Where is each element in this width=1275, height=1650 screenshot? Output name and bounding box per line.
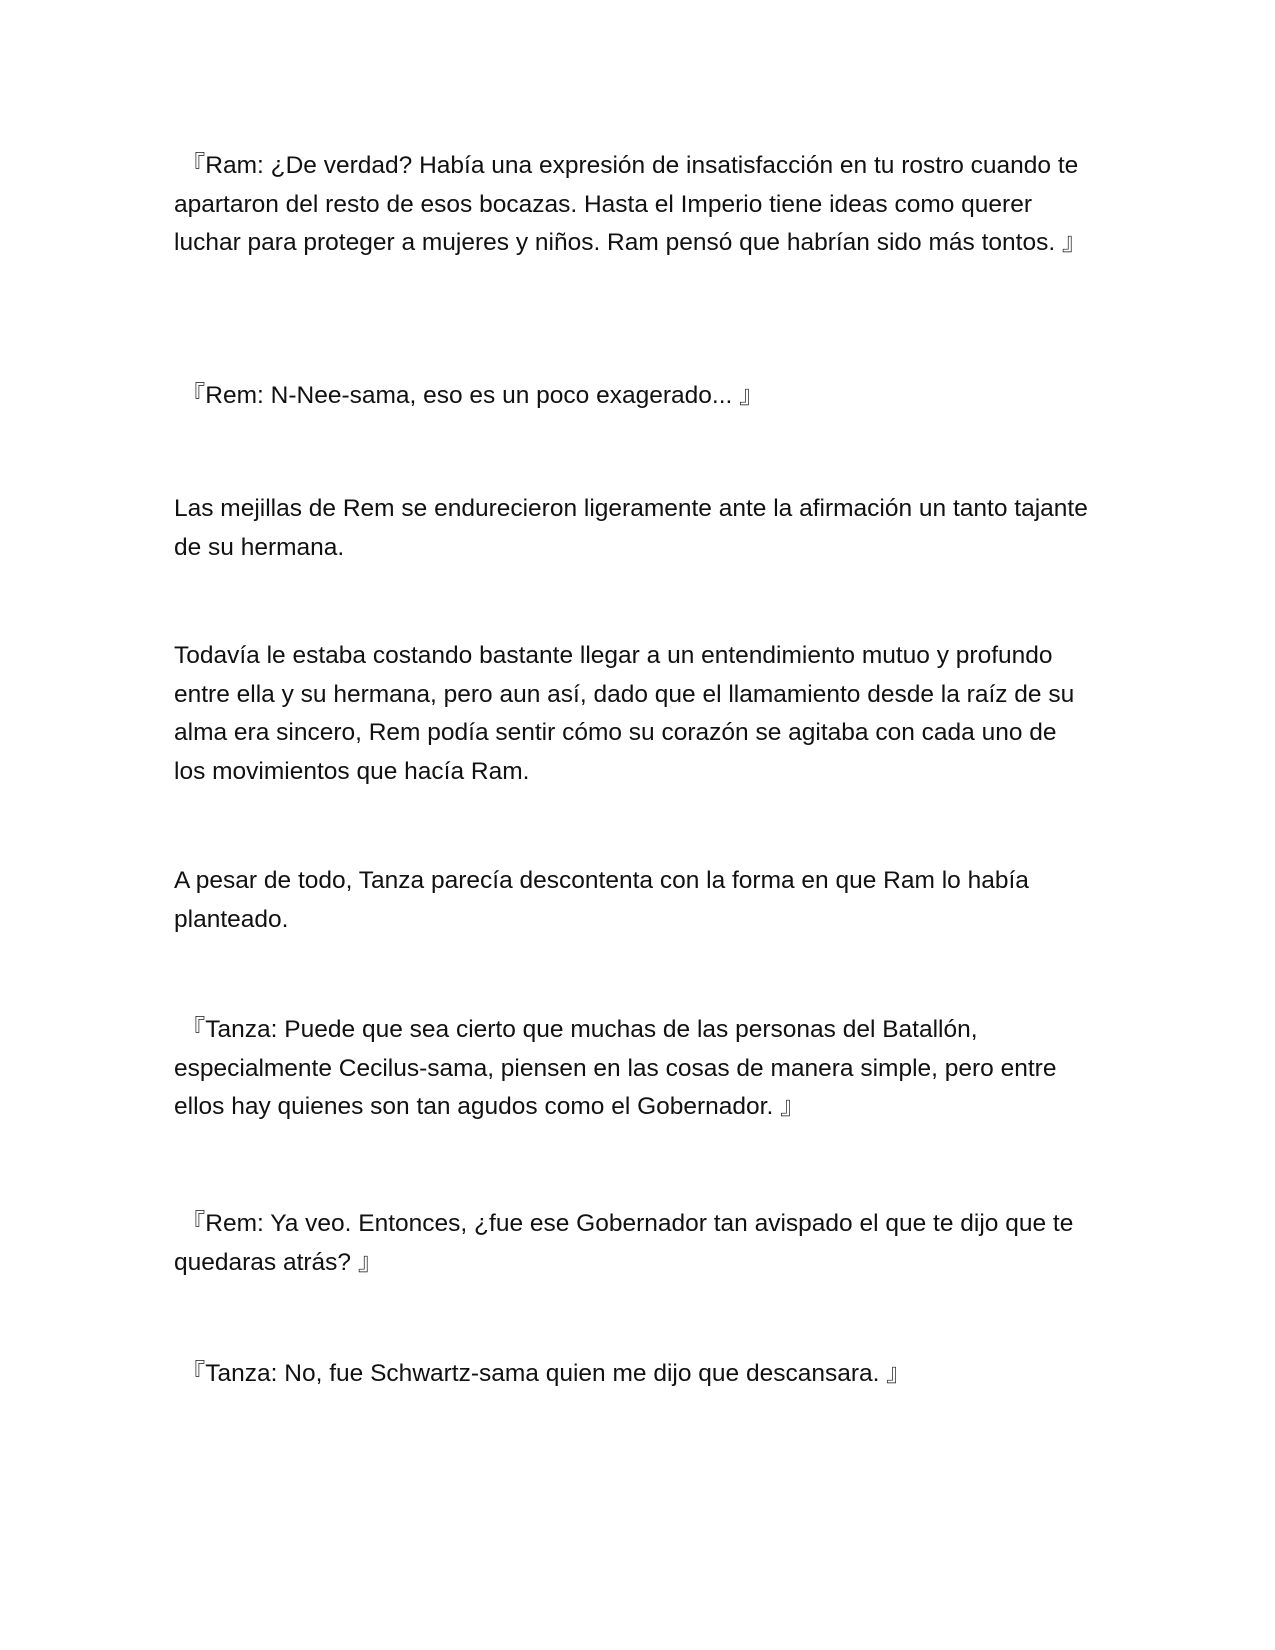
narration-paragraph: Las mejillas de Rem se endurecieron ligeramente ante la afirmación un tanto tajante de su hermana. <box>174 495 1095 561</box>
dialogue-paragraph-tanza: 『Tanza: Puede que sea cierto que muchas de las personas del Batallón, especialmente Cecilus-sama, piensen en las cosas de manera simple, pero entre ellos hay quienes son tan agudos como el Gobernador. 』 <box>174 1016 1064 1120</box>
dialogue-paragraph-rem: 『Rem: Ya veo. Entonces, ¿fue ese Gobernador tan avispado el que te dijo que te quedaras atrás? 』 <box>174 1210 1081 1276</box>
dialogue-paragraph-tanza: 『Tanza: No, fue Schwartz-sama quien me dijo que descansara. 』 <box>174 1360 911 1387</box>
dialogue-paragraph-ram: 『Ram: ¿De verdad? Había una expresión de insatisfacción en tu rostro cuando te apartaron del resto de esos bocazas. Hasta el Imperio tiene ideas como querer luchar para proteger a mujeres y niños. Ram pensó que habrían sido más tontos. 』 <box>174 152 1087 256</box>
narration-paragraph: Todavía le estaba costando bastante llegar a un entendimiento mutuo y profundo entre ella y su hermana, pero aun así, dado que el llamamiento desde la raíz de su alma era sincero, Rem podía sentir cómo su corazón se agitaba con cada uno de los movimientos que hacía Ram. <box>174 642 1082 785</box>
dialogue-paragraph-rem: 『Rem: N-Nee-sama, eso es un poco exagerado... 』 <box>174 382 764 409</box>
narration-paragraph: A pesar de todo, Tanza parecía descontenta con la forma en que Ram lo había planteado. <box>174 867 1036 933</box>
